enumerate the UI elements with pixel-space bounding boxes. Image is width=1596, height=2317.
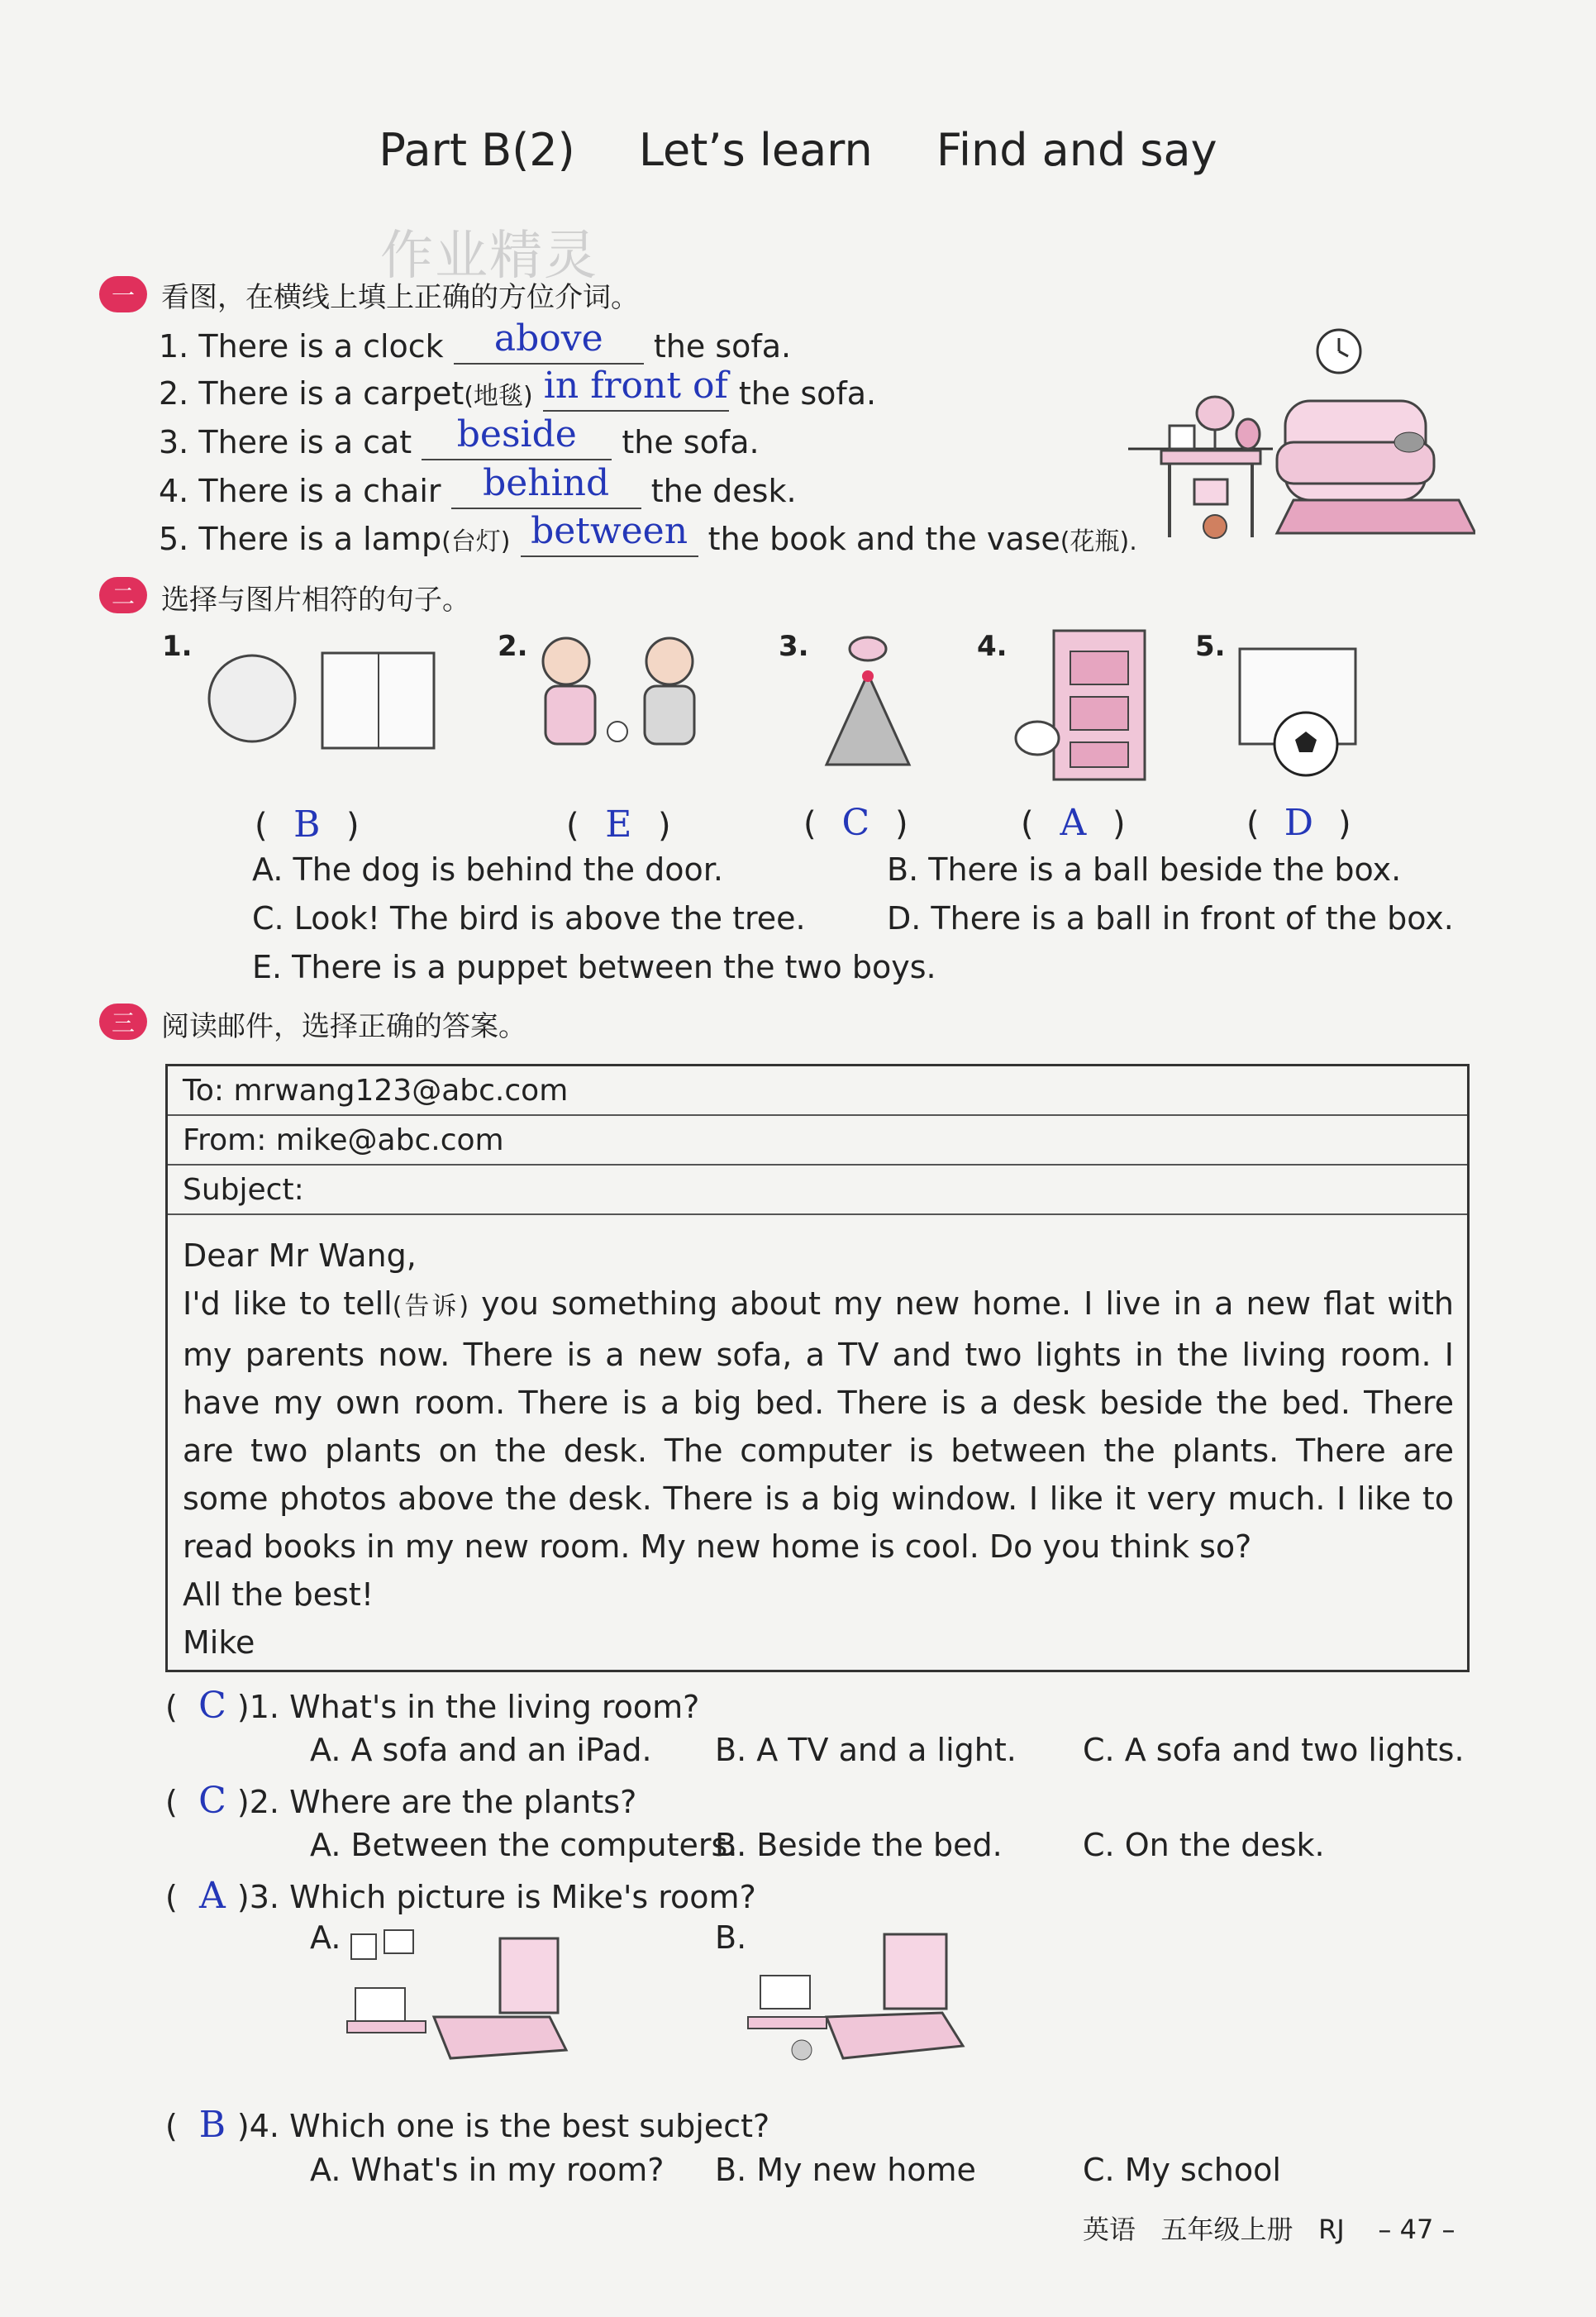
q4-option-a: A. What's in my room? xyxy=(310,2152,665,2188)
lesson-label-2: Find and say xyxy=(936,124,1217,176)
footer: 英语 五年级上册 RJ – 47 – xyxy=(1083,2214,1455,2245)
question-2: ( C )2. Where are the plants? xyxy=(165,1780,637,1822)
lamp-icon xyxy=(1197,397,1233,430)
picture-number-5: 5. xyxy=(1195,630,1226,663)
answer-blank[interactable]: beside xyxy=(422,422,612,460)
email-signature: Mike xyxy=(183,1624,255,1661)
watermark: 作业精灵 xyxy=(380,226,598,287)
ball-in-front-of-box-picture xyxy=(1236,636,1360,781)
desk-icon xyxy=(1161,451,1260,464)
option-e: E. There is a puppet between the two boys. xyxy=(252,949,936,985)
page-title xyxy=(0,124,1596,176)
book-icon xyxy=(1170,426,1194,449)
fill-line-5: 5. There is a lamp(台灯) between the book and the vase(花瓶). xyxy=(159,510,1137,557)
puppet-icon xyxy=(607,722,627,741)
living-room-illustration xyxy=(1128,318,1475,550)
desk-icon xyxy=(347,2021,426,2033)
page-number: – 47 – xyxy=(1378,2214,1455,2245)
bird-icon xyxy=(850,637,886,660)
option-b: B. There is a ball beside the box. xyxy=(887,851,1402,888)
question-3: ( A )3. Which picture is Mike's room? xyxy=(165,1875,756,1917)
picture-number-4: 4. xyxy=(977,630,1008,663)
answer-paren-2[interactable]: ( E ) xyxy=(566,803,671,846)
window-icon xyxy=(884,1934,946,2009)
q1-option-a: A. A sofa and an iPad. xyxy=(310,1732,652,1768)
answer-1[interactable]: C xyxy=(198,1685,226,1727)
answer-paren-5[interactable]: ( D ) xyxy=(1246,802,1351,844)
computer-icon xyxy=(355,1988,405,2021)
answer-blank[interactable]: behind xyxy=(451,471,641,509)
answer-blank[interactable]: above xyxy=(454,327,644,365)
bedroom-picture-b xyxy=(744,1926,975,2075)
dog-behind-door-picture xyxy=(1004,627,1153,784)
q2-option-c: C. On the desk. xyxy=(1083,1827,1325,1863)
question-1: ( C )1. What's in the living room? xyxy=(165,1685,700,1727)
email-closing: All the best! xyxy=(183,1576,374,1613)
answer-paren-4[interactable]: ( A ) xyxy=(1021,802,1126,844)
dog-icon xyxy=(1016,722,1059,755)
email-greeting: Dear Mr Wang, xyxy=(183,1237,417,1274)
picture-number-3: 3. xyxy=(779,630,809,663)
q2-option-b: B. Beside the bed. xyxy=(715,1827,1003,1863)
fill-line-4: 4. There is a chair behind the desk. xyxy=(159,462,797,509)
ball-beside-box-picture xyxy=(198,636,446,760)
option-d: D. There is a ball in front of the box. xyxy=(887,900,1454,937)
q4-option-c: C. My school xyxy=(1083,2152,1281,2188)
part-label: Part B(2) xyxy=(379,124,575,176)
window-icon xyxy=(500,1938,558,2013)
section-instruction-1: 看图，在横线上填上正确的方位介词。 xyxy=(161,281,639,314)
q1-option-b: B. A TV and a light. xyxy=(715,1732,1017,1768)
section-badge-1: 一 xyxy=(99,276,147,312)
option-c: C. Look! The bird is above the tree. xyxy=(252,900,806,937)
vase-icon xyxy=(1236,419,1260,449)
answer-4[interactable]: B xyxy=(198,2104,226,2146)
bed-icon xyxy=(827,2013,963,2058)
section-badge-2: 二 xyxy=(99,577,147,613)
answer-paren-1[interactable]: ( B ) xyxy=(255,803,360,846)
photo-icon xyxy=(384,1930,413,1953)
answer-blank[interactable]: in front of xyxy=(543,374,729,412)
fill-line-1: 1. There is a clock above the sofa. xyxy=(159,317,792,365)
bed-icon xyxy=(434,2017,566,2058)
tree-icon xyxy=(827,674,909,765)
lesson-label: Let’s learn xyxy=(638,124,873,176)
question-4: ( B )4. Which one is the best subject? xyxy=(165,2104,770,2146)
email-subject: Subject: xyxy=(168,1166,1467,1215)
q3-option-b: B. xyxy=(715,1919,747,1956)
bedroom-picture-a xyxy=(343,1926,574,2075)
fill-line-3: 3. There is a cat beside the sofa. xyxy=(159,413,760,460)
section-instruction-2: 选择与图片相符的句子。 xyxy=(161,584,470,617)
boy-icon xyxy=(543,638,589,684)
ball-icon xyxy=(792,2040,812,2060)
fill-line-2: 2. There is a carpet(地毯) in front of the sofa. xyxy=(159,365,877,412)
ball-icon xyxy=(1203,515,1227,538)
computer-icon xyxy=(760,1976,810,2009)
photo-icon xyxy=(351,1934,376,1959)
picture-number-1: 1. xyxy=(162,630,193,663)
q2-option-a: A. Between the computers. xyxy=(310,1827,738,1863)
email-box xyxy=(165,1064,1470,1672)
section-instruction-3: 阅读邮件，选择正确的答案。 xyxy=(161,1010,526,1043)
chair-icon xyxy=(1194,479,1227,504)
option-a: A. The dog is behind the door. xyxy=(252,851,723,888)
answer-blank[interactable]: between xyxy=(521,519,698,557)
picture-number-2: 2. xyxy=(498,630,528,663)
desk-icon xyxy=(748,2017,827,2029)
q4-option-b: B. My new home xyxy=(715,2152,976,2188)
carpet-icon xyxy=(1277,500,1475,533)
answer-2[interactable]: C xyxy=(198,1780,226,1822)
bird-above-tree-picture xyxy=(814,628,922,773)
two-boys-puppet-picture xyxy=(525,628,715,769)
email-paragraph: I'd like to tell(告诉) you something about my new home. I live in a new flat with my parents now. There is a new sofa, a TV and two lights in the living room. I have my own room. There is a big bed. There is a desk beside the bed. There are two plants on the desk. The computer is between the plants. There are some photos above the desk. There is a big window. I like it very much. I like to read books in my new room. My new home is cool. Do you think so? xyxy=(183,1285,1454,1565)
boy-icon xyxy=(646,638,693,684)
email-from: From: mike@abc.com xyxy=(168,1116,1467,1166)
email-to: To: mrwang123@abc.com xyxy=(168,1066,1467,1116)
ball-icon xyxy=(209,656,295,741)
q3-option-a: A. xyxy=(310,1919,341,1956)
cat-icon xyxy=(1394,432,1424,452)
answer-paren-3[interactable]: ( C ) xyxy=(803,802,908,844)
q1-option-c: C. A sofa and two lights. xyxy=(1083,1732,1465,1768)
answer-3[interactable]: A xyxy=(199,1875,226,1917)
email-body xyxy=(168,1215,1467,1666)
section-badge-3: 三 xyxy=(99,1004,147,1040)
